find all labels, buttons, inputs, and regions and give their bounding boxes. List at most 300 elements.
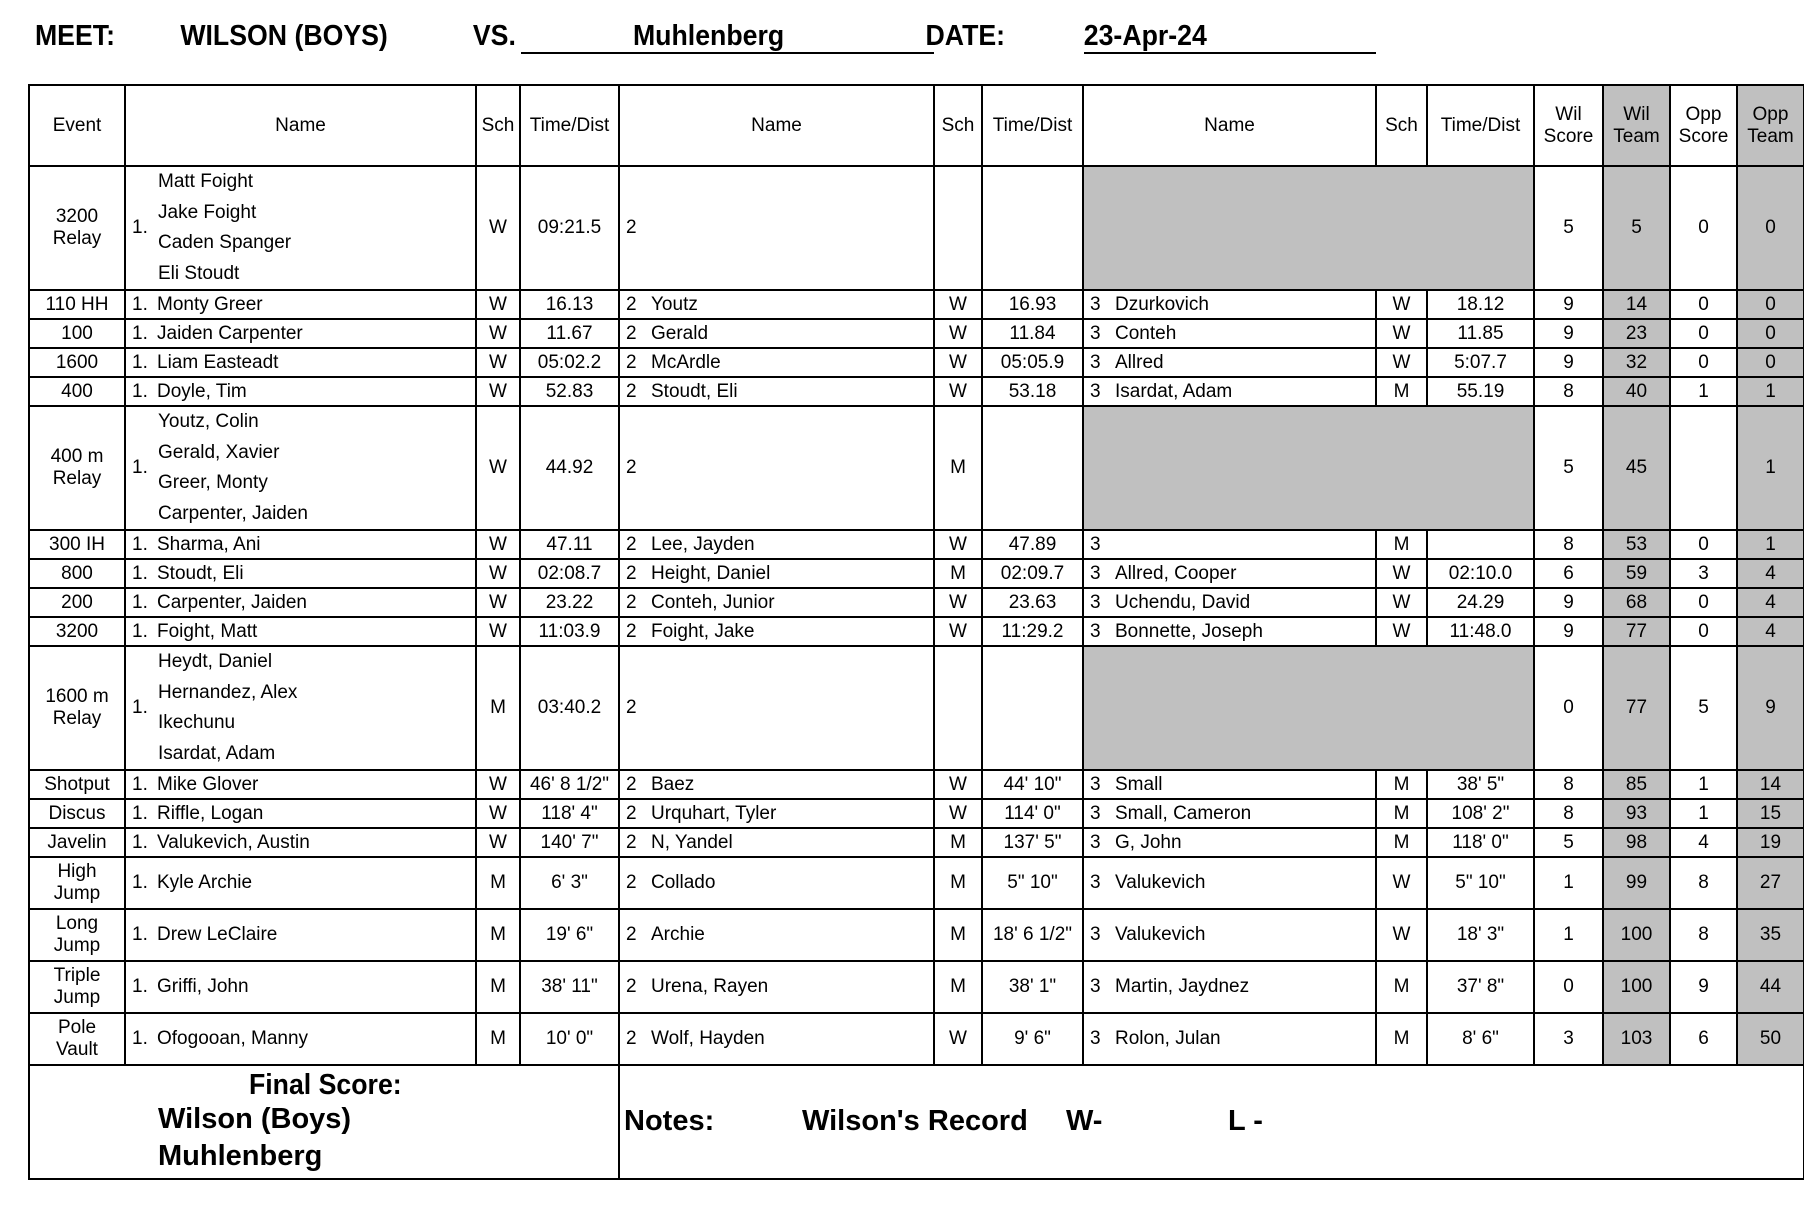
second-place-school: W bbox=[934, 1013, 982, 1065]
second-place-school: W bbox=[934, 617, 982, 646]
third-place-name bbox=[1083, 909, 1376, 961]
third-place-school: M bbox=[1376, 961, 1427, 1013]
wil-score: 9 bbox=[1534, 319, 1603, 348]
athlete-name: Small, Cameron bbox=[1115, 802, 1252, 824]
second-place-school: W bbox=[934, 799, 982, 828]
third-place-school: M bbox=[1376, 770, 1427, 799]
first-place-name bbox=[125, 319, 476, 348]
wil-score: 1 bbox=[1534, 909, 1603, 961]
opp-team-total: 1 bbox=[1737, 530, 1804, 559]
opp-score: 4 bbox=[1670, 828, 1737, 857]
athlete-name: Small bbox=[1115, 773, 1163, 795]
wil-score: 0 bbox=[1534, 646, 1603, 770]
athlete-name: N, Yandel bbox=[651, 831, 733, 853]
place-number: 1. bbox=[132, 380, 148, 402]
third-place-name bbox=[1083, 1013, 1376, 1065]
third-place-name bbox=[1083, 961, 1376, 1013]
first-place-school: W bbox=[476, 617, 520, 646]
place-number: 3 bbox=[1090, 773, 1101, 795]
event-row bbox=[29, 348, 1804, 377]
event-row bbox=[29, 799, 1804, 828]
col-sch-2: Sch bbox=[934, 85, 982, 166]
event-name: 3200 bbox=[29, 617, 125, 646]
col-time-2: Time/Dist bbox=[982, 85, 1083, 166]
first-place-mark: 6' 3" bbox=[520, 857, 619, 909]
second-place-name bbox=[619, 617, 934, 646]
wil-team-total: 77 bbox=[1603, 617, 1670, 646]
third-place-school: M bbox=[1376, 1013, 1427, 1065]
first-place-mark: 38' 11" bbox=[520, 961, 619, 1013]
athlete-name: Valukevich, Austin bbox=[157, 831, 310, 853]
third-place-mark: 18' 3" bbox=[1427, 909, 1534, 961]
second-place-name bbox=[619, 646, 934, 770]
third-place-mark: 118' 0" bbox=[1427, 828, 1534, 857]
first-place-mark: 11:03.9 bbox=[520, 617, 619, 646]
second-place-name bbox=[619, 857, 934, 909]
second-place-name bbox=[619, 588, 934, 617]
second-place-school bbox=[934, 646, 982, 770]
place-number: 2 bbox=[626, 620, 637, 642]
athlete-name: Height, Daniel bbox=[651, 562, 771, 584]
athlete-name: Ofogooan, Manny bbox=[157, 1028, 309, 1050]
third-place-mark: 55.19 bbox=[1427, 377, 1534, 406]
first-place-name bbox=[125, 828, 476, 857]
wil-team-total: 100 bbox=[1603, 961, 1670, 1013]
relay-runner: Jake Foight bbox=[158, 201, 257, 223]
wil-team-total: 103 bbox=[1603, 1013, 1670, 1065]
first-place-mark: 19' 6" bbox=[520, 909, 619, 961]
place-number: 2 bbox=[626, 351, 637, 373]
date-underline bbox=[1084, 52, 1376, 54]
second-place-mark: 44' 10" bbox=[982, 770, 1083, 799]
second-place-school: M bbox=[934, 559, 982, 588]
second-place-mark: 47.89 bbox=[982, 530, 1083, 559]
opp-score: 8 bbox=[1670, 909, 1737, 961]
athlete-name: Urena, Rayen bbox=[651, 976, 769, 998]
event-row bbox=[29, 559, 1804, 588]
place-number: 3 bbox=[1090, 322, 1101, 344]
second-place-name bbox=[619, 406, 934, 530]
event-name: 3200 Relay bbox=[29, 166, 125, 290]
event-row bbox=[29, 961, 1804, 1013]
wil-team-total: 53 bbox=[1603, 530, 1670, 559]
third-place-name bbox=[1083, 857, 1376, 909]
third-place-mark: 11:48.0 bbox=[1427, 617, 1534, 646]
wil-score: 9 bbox=[1534, 348, 1603, 377]
place-number: 1. bbox=[132, 697, 148, 719]
second-place-name bbox=[619, 1013, 934, 1065]
place-number: 3 bbox=[1090, 293, 1101, 315]
second-place-name bbox=[619, 348, 934, 377]
opp-score: 1 bbox=[1670, 770, 1737, 799]
second-place-mark: 11.84 bbox=[982, 319, 1083, 348]
first-place-name bbox=[125, 770, 476, 799]
first-place-mark: 10' 0" bbox=[520, 1013, 619, 1065]
third-place-school: W bbox=[1376, 319, 1427, 348]
wil-score: 9 bbox=[1534, 290, 1603, 319]
event-name: High Jump bbox=[29, 857, 125, 909]
event-name: 800 bbox=[29, 559, 125, 588]
athlete-name: Baez bbox=[651, 773, 695, 795]
place-number: 3 bbox=[1090, 620, 1101, 642]
place-number: 1. bbox=[132, 620, 148, 642]
record-label: Wilson's Record bbox=[802, 1104, 1028, 1137]
second-place-name bbox=[619, 828, 934, 857]
opp-team-total: 19 bbox=[1737, 828, 1804, 857]
third-place-school: W bbox=[1376, 348, 1427, 377]
third-place-name bbox=[1083, 770, 1376, 799]
third-place-shaded bbox=[1083, 646, 1534, 770]
athlete-name: Lee, Jayden bbox=[651, 533, 755, 555]
first-place-school: W bbox=[476, 406, 520, 530]
opp-score: 0 bbox=[1670, 617, 1737, 646]
first-place-name bbox=[125, 857, 476, 909]
first-place-school: M bbox=[476, 646, 520, 770]
first-place-mark: 46' 8 1/2" bbox=[520, 770, 619, 799]
first-place-school: W bbox=[476, 828, 520, 857]
wil-team-total: 40 bbox=[1603, 377, 1670, 406]
event-name: Javelin bbox=[29, 828, 125, 857]
place-number: 2 bbox=[626, 773, 637, 795]
event-row bbox=[29, 588, 1804, 617]
opp-score: 0 bbox=[1670, 166, 1737, 290]
third-place-school: M bbox=[1376, 799, 1427, 828]
athlete-name: Griffi, John bbox=[157, 976, 249, 998]
event-name: Shotput bbox=[29, 770, 125, 799]
first-place-name bbox=[125, 290, 476, 319]
meet-header bbox=[0, 16, 1660, 72]
event-row bbox=[29, 377, 1804, 406]
first-place-mark: 05:02.2 bbox=[520, 348, 619, 377]
final-score-label: Final Score: bbox=[248, 1069, 402, 1102]
relay-runner: Caden Spanger bbox=[158, 232, 292, 253]
athlete-name: Rolon, Julan bbox=[1115, 1028, 1221, 1050]
event-row bbox=[29, 857, 1804, 909]
athlete-name: Jaiden Carpenter bbox=[157, 322, 303, 344]
athlete-name: Monty Greer bbox=[157, 293, 263, 315]
opp-team-total: 44 bbox=[1737, 961, 1804, 1013]
score-sheet-table bbox=[28, 84, 1804, 1180]
athlete-name: Urquhart, Tyler bbox=[651, 802, 777, 824]
event-row bbox=[29, 166, 1804, 290]
final-score-section bbox=[29, 1065, 619, 1179]
col-time-3: Time/Dist bbox=[1427, 85, 1534, 166]
first-place-name bbox=[125, 617, 476, 646]
place-number: 1. bbox=[132, 293, 148, 315]
first-place-school: M bbox=[476, 857, 520, 909]
place-number: 1. bbox=[132, 322, 148, 344]
third-place-school: W bbox=[1376, 857, 1427, 909]
third-place-mark: 18.12 bbox=[1427, 290, 1534, 319]
wil-team-total: 85 bbox=[1603, 770, 1670, 799]
third-place-mark: 38' 5" bbox=[1427, 770, 1534, 799]
opp-team-total: 0 bbox=[1737, 348, 1804, 377]
second-place-school: M bbox=[934, 828, 982, 857]
opp-team-total: 1 bbox=[1737, 377, 1804, 406]
place-number: 3 bbox=[1090, 976, 1101, 998]
place-number: 1. bbox=[132, 924, 148, 946]
athlete-name: Drew LeClaire bbox=[157, 924, 278, 946]
opp-score bbox=[1670, 406, 1737, 530]
opp-score: 3 bbox=[1670, 559, 1737, 588]
place-number: 3 bbox=[1090, 380, 1101, 402]
second-place-mark bbox=[982, 406, 1083, 530]
third-place-school: W bbox=[1376, 559, 1427, 588]
first-place-mark: 140' 7" bbox=[520, 828, 619, 857]
place-number: 1. bbox=[132, 457, 148, 479]
athlete-name: Liam Easteadt bbox=[157, 351, 279, 373]
wil-score: 9 bbox=[1534, 588, 1603, 617]
notes-section bbox=[619, 1065, 1804, 1179]
place-number: 2 bbox=[626, 591, 637, 613]
col-name-1: Name bbox=[125, 85, 476, 166]
third-place-name bbox=[1083, 290, 1376, 319]
footer-row bbox=[29, 1065, 1804, 1179]
first-place-mark: 16.13 bbox=[520, 290, 619, 319]
first-place-mark: 02:08.7 bbox=[520, 559, 619, 588]
opp-score: 6 bbox=[1670, 1013, 1737, 1065]
place-number: 1. bbox=[132, 351, 148, 373]
place-number: 2 bbox=[626, 562, 637, 584]
third-place-name bbox=[1083, 348, 1376, 377]
place-number: 2 bbox=[626, 322, 637, 344]
relay-runner: Gerald, Xavier bbox=[158, 441, 280, 463]
event-name: Pole Vault bbox=[29, 1013, 125, 1065]
event-row bbox=[29, 909, 1804, 961]
wil-team-total: 68 bbox=[1603, 588, 1670, 617]
second-place-mark: 5" 10" bbox=[982, 857, 1083, 909]
place-number: 3 bbox=[1090, 1028, 1101, 1050]
second-place-name bbox=[619, 530, 934, 559]
third-place-name bbox=[1083, 588, 1376, 617]
third-place-name bbox=[1083, 530, 1376, 559]
third-place-name bbox=[1083, 828, 1376, 857]
place-number: 3 bbox=[1090, 802, 1101, 824]
athlete-name: Stoudt, Eli bbox=[651, 380, 738, 402]
event-name: 110 HH bbox=[29, 290, 125, 319]
team1-name: Wilson (Boys) bbox=[158, 1102, 352, 1135]
opp-team-total: 0 bbox=[1737, 290, 1804, 319]
athlete-name: Allred bbox=[1115, 351, 1164, 373]
first-place-school: W bbox=[476, 348, 520, 377]
event-name: Discus bbox=[29, 799, 125, 828]
relay-runner: Isardat, Adam bbox=[158, 742, 276, 764]
wil-score: 8 bbox=[1534, 799, 1603, 828]
wil-team-total: 14 bbox=[1603, 290, 1670, 319]
first-place-school: W bbox=[476, 559, 520, 588]
wil-score: 9 bbox=[1534, 617, 1603, 646]
event-row bbox=[29, 646, 1804, 770]
opp-score: 8 bbox=[1670, 857, 1737, 909]
second-place-mark: 38' 1" bbox=[982, 961, 1083, 1013]
second-place-school: W bbox=[934, 319, 982, 348]
third-place-school: W bbox=[1376, 909, 1427, 961]
place-number: 2 bbox=[626, 380, 637, 402]
first-place-school: W bbox=[476, 799, 520, 828]
opp-team-total: 15 bbox=[1737, 799, 1804, 828]
event-row bbox=[29, 1013, 1804, 1065]
wil-score: 5 bbox=[1534, 166, 1603, 290]
second-place-mark: 53.18 bbox=[982, 377, 1083, 406]
wil-score: 8 bbox=[1534, 770, 1603, 799]
place-number: 2 bbox=[626, 802, 637, 824]
col-time-1: Time/Dist bbox=[520, 85, 619, 166]
athlete-name: Sharma, Ani bbox=[157, 533, 261, 555]
first-place-name bbox=[125, 348, 476, 377]
place-number: 1. bbox=[132, 831, 148, 853]
opponent-name: Muhlenberg bbox=[632, 20, 785, 52]
second-place-name bbox=[619, 166, 934, 290]
opp-team-total: 14 bbox=[1737, 770, 1804, 799]
vs-label: VS. bbox=[472, 20, 516, 52]
third-place-shaded bbox=[1083, 166, 1534, 290]
athlete-name: Uchendu, David bbox=[1115, 591, 1251, 613]
team2-score-line bbox=[76, 1140, 618, 1177]
third-place-mark: 5" 10" bbox=[1427, 857, 1534, 909]
relay-runner: Matt Foight bbox=[158, 171, 254, 192]
place-number: 1. bbox=[132, 562, 148, 584]
athlete-name: Riffle, Logan bbox=[157, 802, 264, 824]
wil-team-total: 93 bbox=[1603, 799, 1670, 828]
first-place-relay bbox=[125, 406, 476, 530]
athlete-name: Conteh bbox=[1115, 322, 1177, 344]
second-place-school: M bbox=[934, 909, 982, 961]
second-place-name bbox=[619, 559, 934, 588]
event-name: 1600 m Relay bbox=[29, 646, 125, 770]
second-place-school: W bbox=[934, 348, 982, 377]
wil-score: 5 bbox=[1534, 828, 1603, 857]
place-number: 2 bbox=[626, 457, 637, 479]
relay-runner: Heydt, Daniel bbox=[158, 651, 273, 672]
place-number: 2 bbox=[626, 1028, 637, 1050]
place-number: 3 bbox=[1090, 924, 1101, 946]
third-place-school: M bbox=[1376, 377, 1427, 406]
event-row bbox=[29, 770, 1804, 799]
place-number: 2 bbox=[626, 293, 637, 315]
second-place-mark: 11:29.2 bbox=[982, 617, 1083, 646]
first-place-school: W bbox=[476, 319, 520, 348]
first-place-relay bbox=[125, 166, 476, 290]
wil-score: 3 bbox=[1534, 1013, 1603, 1065]
athlete-name: Dzurkovich bbox=[1115, 293, 1209, 315]
first-place-name bbox=[125, 559, 476, 588]
athlete-name: Archie bbox=[651, 924, 705, 946]
event-name: 100 bbox=[29, 319, 125, 348]
opp-team-total: 4 bbox=[1737, 588, 1804, 617]
place-number: 1. bbox=[132, 802, 148, 824]
athlete-name: Bonnette, Joseph bbox=[1115, 620, 1263, 642]
athlete-name: Youtz bbox=[651, 293, 698, 315]
place-number: 2 bbox=[626, 924, 637, 946]
col-opp-team: Opp Team bbox=[1737, 85, 1804, 166]
first-place-mark: 03:40.2 bbox=[520, 646, 619, 770]
first-place-relay bbox=[125, 646, 476, 770]
col-sch-3: Sch bbox=[1376, 85, 1427, 166]
opp-score: 1 bbox=[1670, 377, 1737, 406]
third-place-mark: 8' 6" bbox=[1427, 1013, 1534, 1065]
first-place-mark: 23.22 bbox=[520, 588, 619, 617]
athlete-name: Gerald bbox=[651, 322, 709, 344]
second-place-name bbox=[619, 909, 934, 961]
opp-score: 9 bbox=[1670, 961, 1737, 1013]
place-number: 1. bbox=[132, 773, 148, 795]
opp-team-total: 50 bbox=[1737, 1013, 1804, 1065]
first-place-mark: 47.11 bbox=[520, 530, 619, 559]
third-place-school: W bbox=[1376, 617, 1427, 646]
second-place-name bbox=[619, 961, 934, 1013]
event-row bbox=[29, 617, 1804, 646]
event-row bbox=[29, 828, 1804, 857]
opp-score: 0 bbox=[1670, 530, 1737, 559]
first-place-school: W bbox=[476, 770, 520, 799]
wil-score: 0 bbox=[1534, 961, 1603, 1013]
team1-score-line bbox=[76, 1103, 618, 1140]
third-place-name bbox=[1083, 799, 1376, 828]
second-place-name bbox=[619, 319, 934, 348]
first-place-mark: 118' 4" bbox=[520, 799, 619, 828]
third-place-name bbox=[1083, 617, 1376, 646]
first-place-name bbox=[125, 588, 476, 617]
team2-name: Muhlenberg bbox=[158, 1139, 323, 1172]
place-number: 3 bbox=[1090, 872, 1101, 894]
athlete-name: Martin, Jaydnez bbox=[1115, 976, 1250, 998]
third-place-mark: 24.29 bbox=[1427, 588, 1534, 617]
relay-runner: Hernandez, Alex bbox=[158, 681, 298, 703]
place-number: 2 bbox=[626, 872, 637, 894]
relay-runner: Ikechunu bbox=[158, 712, 236, 733]
athlete-name: Valukevich bbox=[1115, 872, 1206, 894]
third-place-mark: 108' 2" bbox=[1427, 799, 1534, 828]
event-row bbox=[29, 319, 1804, 348]
second-place-school: M bbox=[934, 857, 982, 909]
date-label: DATE: bbox=[925, 20, 1006, 52]
wins-label: W- bbox=[1066, 1104, 1103, 1137]
second-place-mark: 23.63 bbox=[982, 588, 1083, 617]
first-place-name bbox=[125, 377, 476, 406]
third-place-school: M bbox=[1376, 530, 1427, 559]
second-place-school: W bbox=[934, 290, 982, 319]
opp-score: 5 bbox=[1670, 646, 1737, 770]
wil-score: 1 bbox=[1534, 857, 1603, 909]
place-number: 2 bbox=[626, 831, 637, 853]
first-place-school: W bbox=[476, 588, 520, 617]
first-place-school: M bbox=[476, 909, 520, 961]
opp-team-total: 4 bbox=[1737, 559, 1804, 588]
athlete-name: Conteh, Junior bbox=[651, 591, 775, 613]
first-place-school: M bbox=[476, 961, 520, 1013]
first-place-school: W bbox=[476, 166, 520, 290]
athlete-name: McArdle bbox=[651, 351, 721, 373]
wil-score: 8 bbox=[1534, 377, 1603, 406]
first-place-name bbox=[125, 530, 476, 559]
third-place-school: M bbox=[1376, 828, 1427, 857]
event-name: 1600 bbox=[29, 348, 125, 377]
place-number: 1. bbox=[132, 217, 148, 239]
athlete-name: Valukevich bbox=[1115, 924, 1206, 946]
third-place-name bbox=[1083, 377, 1376, 406]
place-number: 3 bbox=[1090, 562, 1101, 584]
opp-score: 0 bbox=[1670, 290, 1737, 319]
opp-team-total: 1 bbox=[1737, 406, 1804, 530]
opp-team-total: 4 bbox=[1737, 617, 1804, 646]
third-place-name bbox=[1083, 319, 1376, 348]
meet-label: MEET: bbox=[34, 20, 115, 52]
first-place-school: W bbox=[476, 530, 520, 559]
col-event: Event bbox=[29, 85, 125, 166]
home-team: WILSON (BOYS) bbox=[180, 20, 388, 52]
second-place-name bbox=[619, 799, 934, 828]
second-place-name bbox=[619, 290, 934, 319]
